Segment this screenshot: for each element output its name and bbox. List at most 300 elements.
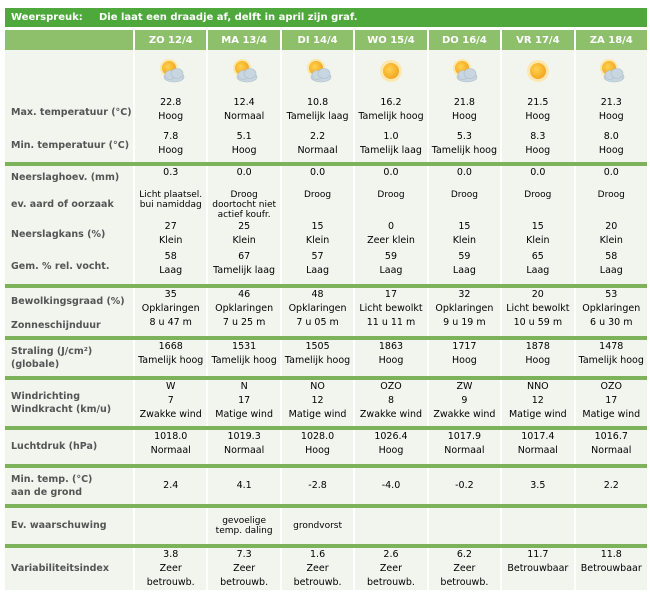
min-temp-cell xyxy=(353,130,426,162)
wind-speed: 12 xyxy=(311,395,324,406)
cloud-value: 20 xyxy=(531,289,544,300)
wind-text: Matige wind xyxy=(508,409,567,420)
warning-cell xyxy=(353,508,426,544)
cloud-value: 53 xyxy=(605,289,618,300)
pressure-cell xyxy=(206,430,279,464)
label-text: Neerslaghoev. (mm) xyxy=(11,172,120,183)
wind-cell xyxy=(353,380,426,426)
min-temp-cell xyxy=(574,130,647,162)
sunshine-value: 7 u 05 m xyxy=(296,317,339,328)
label-text: Windrichting xyxy=(11,391,80,402)
pressure-cell xyxy=(280,430,353,464)
min-temp-value: 7.8 xyxy=(163,131,179,142)
label-text: aan de grond xyxy=(11,487,83,498)
ground-temp-value: -2.8 xyxy=(308,480,327,491)
ground-temp-cell xyxy=(427,468,500,504)
rain-chance-cell xyxy=(133,220,206,250)
day-header: DI 14/4 xyxy=(280,30,353,50)
warning-cell xyxy=(280,508,353,544)
cloud-cover-cell xyxy=(206,288,279,316)
sunshine-cell xyxy=(427,316,500,336)
max-temp-value: 21.3 xyxy=(600,97,622,108)
ground-temp-cell xyxy=(574,468,647,504)
cloud-cover-row xyxy=(5,288,647,316)
sun-cloud-icon xyxy=(429,50,500,92)
weather-icon-cell xyxy=(280,50,353,96)
wind-text: Zwakke wind xyxy=(433,409,496,420)
sunshine-cell xyxy=(280,316,353,336)
cloud-value: 32 xyxy=(458,289,471,300)
precip-cause: Droog doortocht niet actief koufr. xyxy=(212,190,277,220)
pressure-cell xyxy=(500,430,573,464)
day-header: VR 17/4 xyxy=(500,30,573,50)
variability-cell xyxy=(206,548,279,590)
rain-chance-value: 15 xyxy=(458,221,471,232)
max-temp-text: Normaal xyxy=(224,111,265,122)
radiation-value: 1878 xyxy=(525,341,550,352)
wind-direction: ZW xyxy=(456,381,473,392)
weather-icon-cell xyxy=(500,50,573,96)
wind-row xyxy=(5,380,647,426)
precip-value: 0.0 xyxy=(530,167,546,178)
wind-direction: N xyxy=(240,381,248,392)
cloud-cover-cell xyxy=(133,288,206,316)
precip-cause-cell xyxy=(500,190,573,220)
precip-cause: Droog xyxy=(377,190,405,200)
sun-cloud-icon xyxy=(208,50,279,92)
sunshine-value: 11 u 11 m xyxy=(366,317,416,328)
sunshine-cell xyxy=(133,316,206,336)
humidity-cell xyxy=(133,250,206,284)
rain-chance-text: Klein xyxy=(599,235,623,246)
pressure-value: 1017.4 xyxy=(521,431,555,442)
humidity-text: Laag xyxy=(379,265,403,276)
wind-cell xyxy=(500,380,573,426)
ground-temp-value: 2.4 xyxy=(163,480,179,491)
max-temp-cell xyxy=(500,96,573,130)
weerspreuk-label: Weerspreuk: xyxy=(11,12,83,23)
wind-direction: NNO xyxy=(526,381,549,392)
humidity-row xyxy=(5,250,647,284)
variability-cell xyxy=(280,548,353,590)
variability-text: Zeer betrouwb. xyxy=(440,563,489,588)
pressure-cell xyxy=(133,430,206,464)
max-temp-cell xyxy=(574,96,647,130)
wind-cell xyxy=(427,380,500,426)
wind-speed: 8 xyxy=(387,395,394,406)
sunshine-value: 10 u 59 m xyxy=(513,317,563,328)
variability-cell xyxy=(427,548,500,590)
humidity-text: Laag xyxy=(306,265,330,276)
min-temp-text: Hoog xyxy=(158,145,184,156)
humidity-text: Laag xyxy=(599,265,623,276)
cloud-text: Opklaringen xyxy=(582,303,641,314)
min-temp-value: 8.0 xyxy=(603,131,619,142)
cloud-value: 17 xyxy=(384,289,398,300)
rain-chance-text: Klein xyxy=(526,235,550,246)
wind-text: Matige wind xyxy=(288,409,347,420)
precip-cell xyxy=(206,166,279,190)
max-temp-value: 21.8 xyxy=(453,97,475,108)
label-text: Windkracht (km/u) xyxy=(11,404,112,415)
max-temp-value: 22.8 xyxy=(160,97,182,108)
max-temp-cell xyxy=(206,96,279,130)
wind-cell xyxy=(206,380,279,426)
min-temp-text: Hoog xyxy=(598,145,624,156)
humidity-text: Tamelijk laag xyxy=(213,265,276,276)
humidity-text: Laag xyxy=(452,265,476,276)
humidity-cell xyxy=(427,250,500,284)
cloud-cover-cell xyxy=(427,288,500,316)
label-text: Bewolkingsgraad (%) xyxy=(11,296,125,307)
wind-cell xyxy=(574,380,647,426)
weather-icon-cell xyxy=(353,50,426,96)
min-temp-value: 8.3 xyxy=(530,131,546,142)
wind-cell xyxy=(133,380,206,426)
max-temp-cell xyxy=(280,96,353,130)
sun-icon xyxy=(502,50,573,92)
humidity-value: 59 xyxy=(458,251,471,262)
variability-text: Zeer betrouwb. xyxy=(367,563,415,588)
warning-text: grondvorst xyxy=(293,521,342,531)
wind-text: Zwakke wind xyxy=(359,409,423,420)
pressure-value: 1028.0 xyxy=(300,431,335,442)
wind-speed: 17 xyxy=(605,395,618,406)
precip-value: 0.0 xyxy=(603,167,619,178)
min-temp-text: Hoog xyxy=(231,145,257,156)
humidity-value: 59 xyxy=(384,251,398,262)
weather-icon-cell xyxy=(133,50,206,96)
pressure-text: Normaal xyxy=(150,445,191,456)
warning-cell xyxy=(133,508,206,544)
label-text: Max. temperatuur (°C) xyxy=(11,107,132,118)
rain-chance-cell xyxy=(206,220,279,250)
variability-value: 1.6 xyxy=(310,549,326,560)
wind-cell xyxy=(280,380,353,426)
day-header: ZA 18/4 xyxy=(574,30,647,50)
sunshine-cell xyxy=(353,316,426,336)
ground-temp-cell xyxy=(500,468,573,504)
ground-temp-cell xyxy=(280,468,353,504)
warning-cell xyxy=(206,508,279,544)
day-header: MA 13/4 xyxy=(206,30,279,50)
variability-text: Zeer betrouwb. xyxy=(220,563,269,588)
humidity-value: 57 xyxy=(311,251,324,262)
label-text: (globale) xyxy=(11,359,60,370)
wind-text: Matige wind xyxy=(215,409,273,420)
precip-cell xyxy=(427,166,500,190)
min-temp-label xyxy=(5,130,133,162)
humidity-cell xyxy=(206,250,279,284)
radiation-text: Tamelijk hoog xyxy=(578,355,644,366)
weather-icon-cell xyxy=(574,50,647,96)
variability-value: 6.2 xyxy=(456,549,472,560)
label-text: Gem. % rel. vocht. xyxy=(11,261,110,272)
ground-temp-value: -0.2 xyxy=(455,480,474,491)
pressure-text: Hoog xyxy=(305,445,330,456)
radiation-cell xyxy=(427,340,500,376)
radiation-value: 1505 xyxy=(305,341,330,352)
min-temp-cell xyxy=(133,130,206,162)
weerspreuk-bar xyxy=(5,8,647,27)
humidity-value: 58 xyxy=(605,251,618,262)
warning-label xyxy=(5,508,133,544)
cloud-cover-cell xyxy=(500,288,573,316)
rain-chance-row xyxy=(5,220,647,250)
min-temp-cell xyxy=(206,130,279,162)
min-temp-value: 2.2 xyxy=(310,131,326,142)
variability-value: 2.6 xyxy=(383,549,399,560)
radiation-text: Hoog xyxy=(378,355,404,366)
rain-chance-label xyxy=(5,220,133,250)
ground-temp-value: 3.5 xyxy=(530,480,546,491)
max-temp-text: Tamelijk laag xyxy=(286,111,349,122)
max-temp-value: 10.8 xyxy=(306,97,329,108)
sun-icon xyxy=(355,50,426,92)
pressure-value: 1019.3 xyxy=(227,431,261,442)
min-temp-cell xyxy=(427,130,500,162)
pressure-label xyxy=(5,430,133,464)
ground-temp-cell xyxy=(206,468,279,504)
rain-chance-text: Zeer klein xyxy=(367,235,415,246)
max-temp-row xyxy=(5,96,647,130)
label-text: Straling (J/cm²) xyxy=(11,346,93,357)
ground-temp-label xyxy=(5,468,133,504)
humidity-cell xyxy=(574,250,647,284)
max-temp-text: Hoog xyxy=(451,111,477,122)
radiation-cell xyxy=(206,340,279,376)
ground-temp-row xyxy=(5,468,647,504)
precip-cause: Droog xyxy=(597,190,625,200)
variability-text: Zeer betrouwb. xyxy=(146,563,195,588)
precip-value: 0.0 xyxy=(236,167,252,178)
variability-value: 11.7 xyxy=(527,549,549,560)
min-temp-cell xyxy=(280,130,353,162)
pressure-cell xyxy=(353,430,426,464)
radiation-row xyxy=(5,340,647,376)
precip-cell xyxy=(133,166,206,190)
radiation-cell xyxy=(280,340,353,376)
rain-chance-value: 15 xyxy=(531,221,544,232)
weather-icon-row xyxy=(5,50,647,96)
humidity-cell xyxy=(500,250,573,284)
cloud-text: Opklaringen xyxy=(435,303,494,314)
weerspreuk-text: Die laat een draadje af, delft in april zijn graf. xyxy=(99,12,358,23)
radiation-value: 1668 xyxy=(158,341,183,352)
precip-value: 0.3 xyxy=(163,167,179,178)
precip-cell xyxy=(353,166,426,190)
precip-cell xyxy=(500,166,573,190)
min-temp-value: 5.3 xyxy=(456,131,472,142)
warning-row xyxy=(5,508,647,544)
wind-label xyxy=(5,380,133,426)
precip-cause: Droog xyxy=(524,190,552,200)
min-temp-text: Tamelijk laag xyxy=(360,145,422,156)
cloud-text: Opklaringen xyxy=(288,303,347,314)
variability-cell xyxy=(133,548,206,590)
humidity-value: 67 xyxy=(238,251,251,262)
max-temp-text: Hoog xyxy=(158,111,184,122)
variability-text: Betrouwbaar xyxy=(580,563,642,574)
radiation-value: 1478 xyxy=(599,341,624,352)
max-temp-text: Tamelijk hoog xyxy=(358,111,424,122)
label-text: Neerslagkans (%) xyxy=(11,229,106,240)
sunshine-cell xyxy=(500,316,573,336)
precip-value: 0.0 xyxy=(310,167,326,178)
cloud-cover-label xyxy=(5,288,133,316)
variability-label xyxy=(5,548,133,590)
precip-row xyxy=(5,166,647,190)
humidity-text: Laag xyxy=(159,265,183,276)
rain-chance-text: Klein xyxy=(305,235,330,246)
humidity-label xyxy=(5,250,133,284)
variability-value: 3.8 xyxy=(163,549,179,560)
rain-chance-value: 25 xyxy=(238,221,251,232)
precip-cause-cell xyxy=(574,190,647,220)
variability-cell xyxy=(353,548,426,590)
variability-text: Betrouwbaar xyxy=(507,563,569,574)
precip-cause-label xyxy=(5,190,133,220)
precip-value: 0.0 xyxy=(456,167,472,178)
radiation-text: Tamelijk hoog xyxy=(138,355,204,366)
warning-cell xyxy=(500,508,573,544)
radiation-text: Tamelijk hoog xyxy=(211,355,277,366)
min-temp-cell xyxy=(500,130,573,162)
rain-chance-value: 27 xyxy=(164,221,177,232)
min-temp-text: Tamelijk hoog xyxy=(431,145,498,156)
day-header: ZO 12/4 xyxy=(133,30,206,50)
ground-temp-cell xyxy=(133,468,206,504)
precip-cause-cell xyxy=(427,190,500,220)
weather-icon-label xyxy=(5,50,133,96)
cloud-value: 48 xyxy=(311,289,324,300)
rain-chance-cell xyxy=(500,220,573,250)
humidity-value: 58 xyxy=(164,251,177,262)
wind-speed: 17 xyxy=(238,395,251,406)
label-text: Min. temperatuur (°C) xyxy=(11,140,130,151)
forecast-widget xyxy=(5,8,647,590)
humidity-text: Laag xyxy=(526,265,550,276)
sunshine-label xyxy=(5,316,133,336)
variability-row xyxy=(5,548,647,590)
max-temp-text: Hoog xyxy=(598,111,624,122)
max-temp-cell xyxy=(133,96,206,130)
day-header: WO 15/4 xyxy=(353,30,426,50)
label-text: Luchtdruk (hPa) xyxy=(11,441,98,452)
pressure-value: 1026.4 xyxy=(374,431,408,442)
label-text: Min. temp. (°C) xyxy=(11,474,93,485)
precip-cause-cell xyxy=(353,190,426,220)
sunshine-value: 9 u 19 m xyxy=(443,317,486,328)
humidity-cell xyxy=(353,250,426,284)
wind-direction: OZO xyxy=(380,381,402,392)
min-temp-value: 5.1 xyxy=(236,131,252,142)
pressure-row xyxy=(5,430,647,464)
radiation-cell xyxy=(353,340,426,376)
rain-chance-value: 20 xyxy=(605,221,618,232)
label-text: Variabiliteitsindex xyxy=(11,563,109,574)
forecast-table xyxy=(5,30,647,590)
radiation-text: Hoog xyxy=(525,355,551,366)
pressure-value: 1016.7 xyxy=(594,431,628,442)
variability-value: 7.3 xyxy=(236,549,252,560)
rain-chance-text: Klein xyxy=(452,235,477,246)
sun-cloud-icon xyxy=(135,50,206,92)
cloud-text: Opklaringen xyxy=(215,303,274,314)
precip-cell xyxy=(280,166,353,190)
sun-cloud-icon xyxy=(282,50,353,92)
sunshine-value: 8 u 47 m xyxy=(149,317,192,328)
day-header: DO 16/4 xyxy=(427,30,500,50)
precip-cell xyxy=(574,166,647,190)
wind-speed: 12 xyxy=(531,395,544,406)
min-temp-text: Hoog xyxy=(525,145,551,156)
pressure-text: Normaal xyxy=(591,445,632,456)
max-temp-text: Hoog xyxy=(525,111,551,122)
pressure-text: Normaal xyxy=(517,445,558,456)
weather-icon-cell xyxy=(427,50,500,96)
cloud-cover-cell xyxy=(280,288,353,316)
precip-cause-cell xyxy=(133,190,206,220)
variability-text: Zeer betrouwb. xyxy=(293,563,342,588)
humidity-cell xyxy=(280,250,353,284)
humidity-value: 65 xyxy=(531,251,544,262)
ground-temp-value: -4.0 xyxy=(381,480,401,491)
wind-direction: OZO xyxy=(600,381,622,392)
max-temp-value: 16.2 xyxy=(380,97,402,108)
min-temp-text: Normaal xyxy=(297,145,338,156)
sunshine-row xyxy=(5,316,647,336)
precip-value: 0.0 xyxy=(383,167,399,178)
pressure-cell xyxy=(574,430,647,464)
max-temp-value: 12.4 xyxy=(233,97,255,108)
radiation-cell xyxy=(500,340,573,376)
max-temp-cell xyxy=(353,96,426,130)
cloud-value: 35 xyxy=(164,289,177,300)
pressure-value: 1018.0 xyxy=(154,431,188,442)
precip-cause: Droog xyxy=(450,190,478,200)
pressure-text: Normaal xyxy=(224,445,265,456)
rain-chance-cell xyxy=(353,220,426,250)
weather-icon-cell xyxy=(206,50,279,96)
precip-cause: Droog xyxy=(303,190,332,200)
rain-chance-cell xyxy=(280,220,353,250)
sunshine-value: 7 u 25 m xyxy=(222,317,266,328)
variability-cell xyxy=(500,548,573,590)
ground-temp-cell xyxy=(353,468,426,504)
corner-cell xyxy=(5,30,133,50)
rain-chance-value: 15 xyxy=(311,221,324,232)
min-temp-row xyxy=(5,130,647,162)
warning-text: gevoelige temp. daling xyxy=(215,516,273,536)
radiation-text: Hoog xyxy=(451,355,477,366)
wind-direction: NO xyxy=(310,381,325,392)
rain-chance-cell xyxy=(427,220,500,250)
precip-cause-cell xyxy=(206,190,279,220)
sunshine-cell xyxy=(206,316,279,336)
rain-chance-cell xyxy=(574,220,647,250)
radiation-value: 1531 xyxy=(232,341,257,352)
precip-cause-row xyxy=(5,190,647,220)
sunshine-cell xyxy=(574,316,647,336)
cloud-value: 46 xyxy=(238,289,251,300)
wind-direction: W xyxy=(166,381,176,392)
rain-chance-text: Klein xyxy=(159,235,183,246)
cloud-cover-cell xyxy=(353,288,426,316)
warning-cell xyxy=(427,508,500,544)
rain-chance-text: Klein xyxy=(232,235,256,246)
max-temp-value: 21.5 xyxy=(527,97,549,108)
